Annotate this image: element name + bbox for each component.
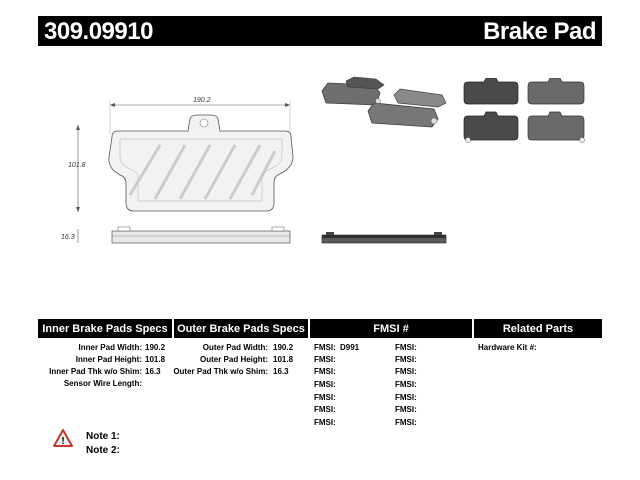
- pad-side-profile: [112, 231, 290, 243]
- outer-specs-title: Outer Brake Pads Specs: [177, 322, 305, 335]
- thickness-dimension: 16.3: [61, 234, 75, 241]
- fmsi-label: FMSI:: [395, 367, 417, 376]
- fmsi-label: FMSI:: [314, 367, 336, 376]
- related-parts-header: [474, 319, 602, 338]
- fmsi-label: FMSI:: [395, 418, 417, 427]
- outer-pad-width-value: 190.2: [273, 343, 294, 352]
- fmsi-label: FMSI:: [314, 355, 336, 364]
- inner-pad-thickness-value: 16.3: [145, 367, 161, 376]
- brake-pad-drawing: [60, 95, 300, 255]
- inner-pad-height-label: Inner Pad Height:: [75, 355, 142, 364]
- inner-specs-title: Inner Brake Pads Specs: [42, 322, 168, 335]
- outer-pad-width-label: Outer Pad Width:: [202, 343, 268, 352]
- inner-pad-width-label: Inner Pad Width:: [78, 343, 142, 352]
- outer-pad-height-value: 101.8: [273, 355, 294, 364]
- fmsi-label: FMSI:: [395, 393, 417, 402]
- fmsi-label: FMSI:: [314, 393, 336, 402]
- warning-icon: [53, 429, 73, 447]
- related-parts-title: Related Parts: [502, 322, 574, 335]
- fmsi-label: FMSI:: [395, 355, 417, 364]
- hardware-kit-label: Hardware Kit #:: [478, 343, 537, 352]
- outer-pad-thickness-value: 16.3: [273, 367, 289, 376]
- product-photo-angled: [318, 75, 450, 137]
- product-photo-flat: [462, 78, 588, 146]
- svg-text:!: !: [61, 436, 65, 447]
- fmsi-label: FMSI:: [314, 418, 336, 427]
- fmsi-header: [310, 319, 472, 338]
- part-number: 309.09910: [44, 18, 153, 45]
- fmsi-value: D991: [340, 343, 360, 352]
- inner-pad-thickness-label: Inner Pad Thk w/o Shim:: [49, 367, 142, 376]
- product-photo-side: [320, 232, 448, 246]
- note-2-label: Note 2:: [86, 445, 120, 456]
- inner-pad-width-value: 190.2: [145, 343, 166, 352]
- fmsi-label: FMSI:: [314, 380, 336, 389]
- outer-specs-header: [174, 319, 308, 338]
- outer-pad-thickness-label: Outer Pad Thk w/o Shim:: [173, 367, 268, 376]
- fmsi-label: FMSI:: [395, 405, 417, 414]
- sensor-wire-length-label: Sensor Wire Length:: [63, 379, 142, 388]
- fmsi-label: FMSI:: [314, 405, 336, 414]
- fmsi-label: FMSI:: [395, 380, 417, 389]
- fmsi-title: FMSI #: [373, 322, 409, 335]
- outer-pad-height-label: Outer Pad Height:: [199, 355, 268, 364]
- inner-pad-height-value: 101.8: [145, 355, 166, 364]
- product-type: Brake Pad: [483, 18, 596, 45]
- height-dimension: 101.8: [68, 162, 86, 169]
- inner-specs-header: [38, 319, 172, 338]
- width-dimension: 190.2: [193, 97, 211, 104]
- fmsi-label: FMSI:: [395, 343, 417, 352]
- fmsi-label: FMSI:: [314, 343, 336, 352]
- note-1-label: Note 1:: [86, 431, 120, 442]
